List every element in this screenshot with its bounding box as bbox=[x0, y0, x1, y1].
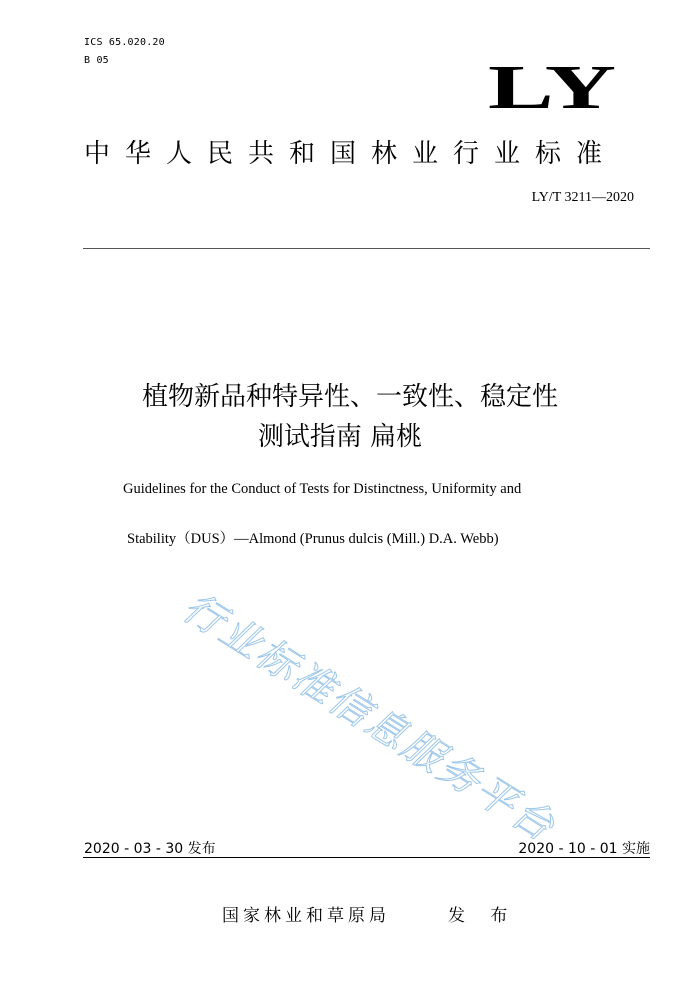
standard-organization-title: 中华人民共和国林业行业标准 bbox=[84, 139, 618, 169]
standard-code: LY/T 3211—2020 bbox=[531, 190, 634, 205]
watermark bbox=[150, 560, 610, 860]
ly-logo bbox=[482, 50, 622, 130]
chinese-title-line-2: 测试指南 扁桃 bbox=[257, 422, 423, 452]
english-title-line-1: Guidelines for the Conduct of Tests for Distinctness, Uniformity and bbox=[123, 481, 522, 497]
ics-code: ICS 65.020.20 bbox=[84, 37, 165, 48]
issue-label: 发 布 bbox=[448, 906, 518, 926]
classification-code: B 05 bbox=[84, 55, 109, 66]
issue-date: 2020 - 03 - 30 发布 bbox=[84, 841, 216, 857]
ly-logo-text: LY bbox=[488, 54, 616, 122]
watermark-text: 行业标准信息服务平台 bbox=[174, 584, 564, 852]
implementation-date: 2020 - 10 - 01 实施 bbox=[518, 841, 650, 857]
english-title-line-2: Stability（DUS）—Almond (Prunus dulcis (Mill.) D.A. Webb) bbox=[127, 531, 499, 547]
issuing-authority: 国家林业和草原局 bbox=[222, 906, 390, 926]
header-divider bbox=[83, 248, 650, 249]
footer-divider bbox=[83, 857, 650, 858]
chinese-title-line-1: 植物新品种特异性、一致性、稳定性 bbox=[141, 382, 558, 412]
